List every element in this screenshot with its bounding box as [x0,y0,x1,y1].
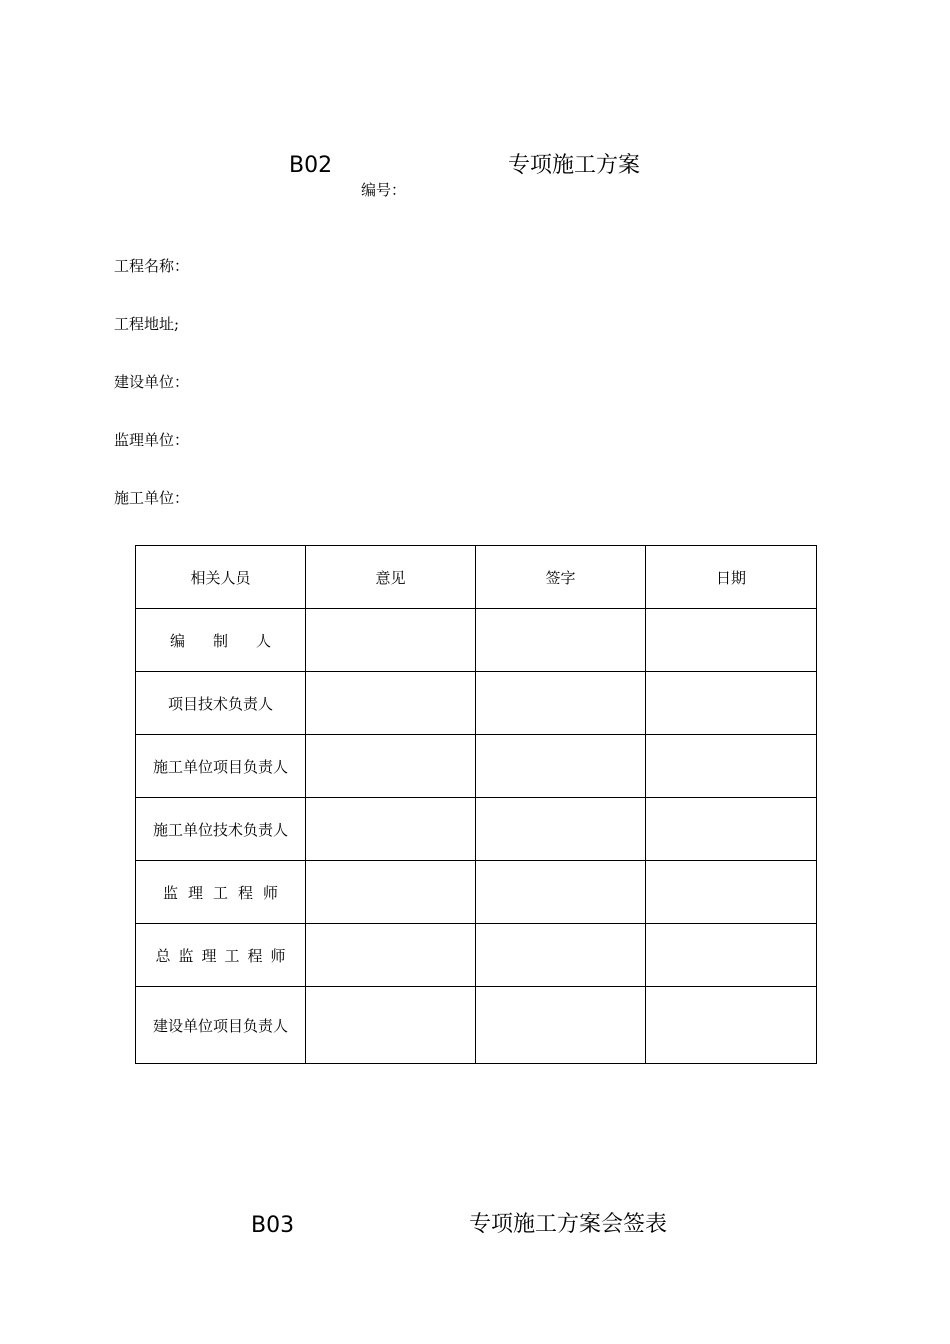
opinion-cell[interactable] [306,924,476,987]
opinion-cell[interactable] [306,861,476,924]
table-row [136,735,817,798]
row-label: 建设单位项目负责人 [136,987,306,1064]
date-cell[interactable] [646,609,817,672]
field-project-name: 工程名称： [114,257,190,275]
date-cell[interactable] [646,672,817,735]
row-label: 编制人 [136,609,306,672]
opinion-cell[interactable] [306,735,476,798]
row-label: 施工单位技术负责人 [136,798,306,861]
section-title-b03: 专项施工方案会签表 [469,1212,668,1237]
table-header-row [136,546,817,609]
signature-cell[interactable] [476,987,646,1064]
row-label: 施工单位项目负责人 [136,735,306,798]
signature-cell[interactable] [476,861,646,924]
opinion-cell[interactable] [306,609,476,672]
row-label: 总监理工程师 [136,924,306,987]
header-date: 日期 [646,546,817,609]
signature-cell[interactable] [476,798,646,861]
opinion-cell[interactable] [306,798,476,861]
field-contractor-unit: 施工单位： [114,489,190,507]
opinion-cell[interactable] [306,672,476,735]
date-cell[interactable] [646,735,817,798]
date-cell[interactable] [646,924,817,987]
table-row [136,798,817,861]
header-personnel: 相关人员 [136,546,306,609]
header-signature: 签字 [476,546,646,609]
field-supervision-unit: 监理单位： [114,431,190,449]
table-row [136,861,817,924]
signature-cell[interactable] [476,672,646,735]
table-row [136,924,817,987]
field-project-address: 工程地址; [114,315,180,333]
section-title-b02: 专项施工方案 [508,153,641,178]
section-code-b03: B03 [251,1213,295,1238]
date-cell[interactable] [646,861,817,924]
date-cell[interactable] [646,987,817,1064]
table-row [136,672,817,735]
opinion-cell[interactable] [306,987,476,1064]
table-row [136,987,817,1064]
signature-cell[interactable] [476,924,646,987]
date-cell[interactable] [646,798,817,861]
number-label: 编号： [361,181,407,199]
signature-cell[interactable] [476,609,646,672]
row-label: 监理工程师 [136,861,306,924]
table-row [136,609,817,672]
signature-table [135,545,817,1064]
field-construction-unit: 建设单位： [114,373,190,391]
signature-cell[interactable] [476,735,646,798]
section-code-b02: B02 [289,153,333,178]
header-opinion: 意见 [306,546,476,609]
row-label: 项目技术负责人 [136,672,306,735]
